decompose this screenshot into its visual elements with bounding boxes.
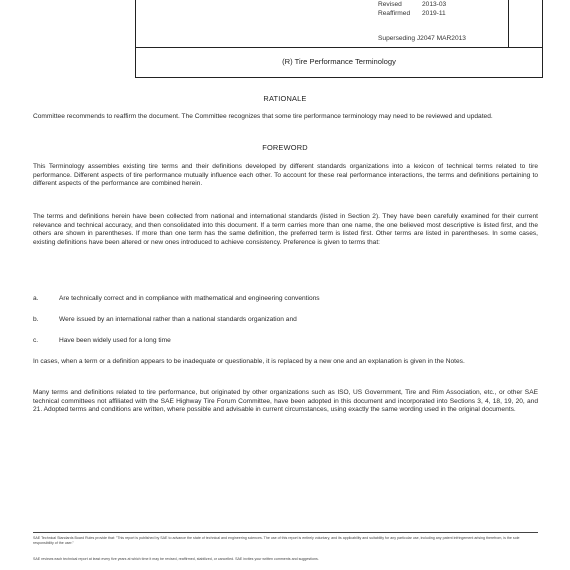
revision-date: 2013-03 [422,1,447,8]
rationale-heading: RATIONALE [263,94,307,103]
header-box [135,0,543,78]
revision-date: 2019-11 [422,10,446,17]
foreword-paragraph-4: Many terms and definitions related to tire performance, but originated by other organizations such as ISO, US Government, Tire and Rim Association, etc., or other SAE technical committees not affiliated with the SAE Highway Tire Forum Committee, have been adopted in this document and incorporated into Sections 3, 4, 18, 19, 20, and 21. Adopted terms and conditions are written, where possible and advisable in current circumstances, using exactly the same wording used in the original documents. [33,389,538,414]
list-marker: a. [33,295,39,302]
foreword-heading: FOREWORD [262,143,308,152]
foreword-paragraph-1: This Terminology assembles existing tire terms and their definitions developed by different standards organizations into a lexicon of technical terms related to tire performance. Different aspects of tire performance mutually influence each other. To account for these real performance interactions, the terms and definitions pertaining to different aspects of the performance are combined herein. [33,163,538,188]
footer-rule [33,532,538,533]
footer-notice: SAE Technical Standards Board Rules provide that: "This report is published by SAE to advance the state of technical and engineering sciences. The use of this report is entirely voluntary, and its applicability and suitability for any particular use, including any patent infringement arising therefrom, is the sole responsibility of the user." [33,536,520,545]
header-rule [136,47,542,48]
footer-review-note: SAE reviews each technical report at least every five years at which time it may be revised, reaffirmed, stabilized, or cancelled. SAE invites your written comments and suggestions. [33,557,319,561]
header-divider [508,0,509,48]
list-item [33,337,538,346]
rationale-text: Committee recommends to reaffirm the document. The Committee recognizes that some tire performance terminology may need to be reviewed and updated. [33,113,493,120]
list-item-text: Are technically correct and in compliance with mathematical and engineering conventions [59,295,320,302]
revision-label: Reaffirmed [378,10,411,17]
foreword-paragraph-3: In cases, when a term or a definition appears to be inadequate or questionable, it is replaced by a new one and an explanation is given in the Notes. [33,358,465,365]
list-marker: b. [33,316,39,323]
list-item [33,316,538,325]
document-title: (R) Tire Performance Terminology [282,57,396,66]
revision-row-revised [378,1,446,8]
revision-label: Revised [378,1,402,8]
list-item-text: Have been widely used for a long time [59,337,171,344]
superseding-note: Superseding J2047 MAR2013 [378,35,466,42]
foreword-paragraph-2: The terms and definitions herein have been collected from national and international standards (listed in Section 2). They have been carefully examined for their current relevance and technical accuracy, and then consolidated into this document. If a term carries more than one name, the one believed most descriptive is listed first, and the others are shown in parentheses. If more than one term has the same definition, the preferred term is listed first. Other terms are listed in parentheses. In some cases, existing definitions have been altered or new ones introduced to achieve consistency. Preference is given to terms that: [33,213,538,247]
list-item-text: Were issued by an international rather than a national standards organization and [59,316,297,323]
list-item [33,295,538,304]
revision-row-reaffirmed [378,10,446,17]
list-marker: c. [33,337,39,344]
